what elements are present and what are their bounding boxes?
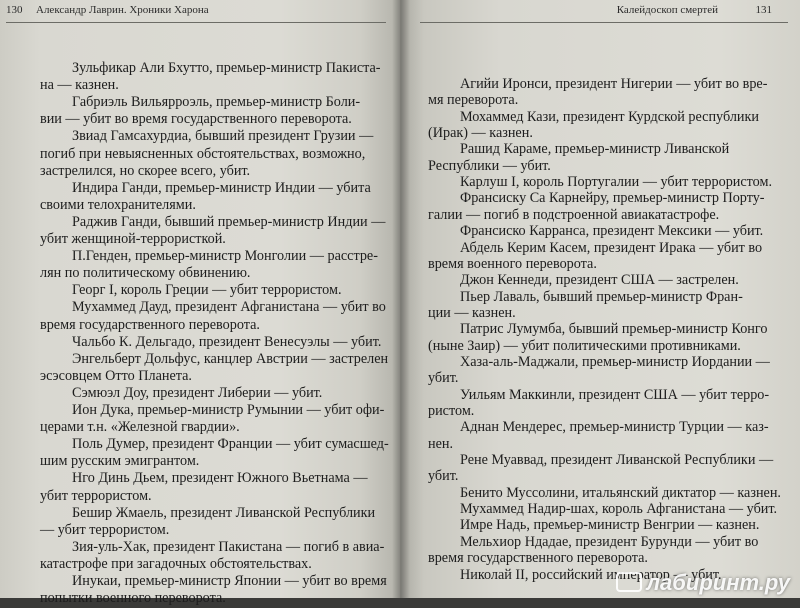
text-line: Габриэль Вильярроэль, премьер-министр Боли- — [72, 94, 361, 111]
text-line: Чальбо К. Дельгадо, президент Венесуэлы — убит. — [72, 333, 382, 350]
text-line: застрелился, но скорее всего, убит. — [40, 162, 251, 179]
text-line: Энгельберт Дольфус, канцлер Австрии — застрелен — [72, 350, 389, 367]
text-line: Индира Ганди, премьер-министр Индии — убита — [72, 179, 371, 196]
text-line: Мухаммед Надир-шах, король Афганистана — убит. — [460, 501, 778, 518]
right-header-rule — [420, 22, 788, 23]
text-line: Республики — убит. — [428, 157, 551, 174]
text-line: убит террористом. — [40, 487, 152, 504]
text-line: на — казнен. — [40, 77, 119, 94]
watermark — [616, 570, 790, 596]
text-line: убит женщиной-террористкой. — [40, 231, 226, 247]
text-line: убит. — [428, 370, 459, 387]
text-line: церами т.н. «Железной гвардии». — [40, 419, 240, 436]
text-line: Абдель Керим Касем, президент Ирака — убит во — [460, 239, 763, 256]
labirint-logo-icon — [616, 572, 642, 592]
text-line: время государственного переворота. — [40, 316, 260, 333]
text-line: (Ирак) — казнен. — [428, 125, 533, 142]
text-line: ристом. — [428, 403, 475, 419]
text-line: катастрофе при загадочных обстоятельствах. — [40, 555, 312, 572]
watermark-text: лабиринт.ру — [646, 570, 790, 595]
text-line: нен. — [428, 435, 454, 452]
text-line: Звиад Гамсахурдиа, бывший президент Грузии — — [72, 128, 374, 145]
text-line: лян по политическому обвинению. — [40, 265, 251, 282]
text-line: Франсиску Са Карнейру, премьер-министр Порту- — [460, 190, 765, 207]
right-page-number: 131 — [755, 4, 772, 16]
text-line: Зульфикар Али Бхутто, премьер-министр Пакиста- — [72, 60, 381, 76]
right-running-head: Калейдоскоп смертей — [616, 4, 718, 16]
text-line: Бешир Жмаель, президент Ливанской Республики — [72, 504, 376, 521]
text-line: Имре Надь, премьер-министр Венгрии — казнен. — [460, 517, 760, 534]
text-line: Мухаммед Дауд, президент Афганистана — убит во — [72, 299, 386, 316]
text-line: Патрис Лумумба, бывший премьер-министр Конго — [460, 321, 768, 338]
text-line: мя переворота. — [428, 92, 519, 109]
text-line: (ныне Заир) — убит политическими противниками. — [428, 337, 741, 354]
text-line: Рене Муаввад, президент Ливанской Республики — — [460, 452, 774, 469]
text-line: своими телохранителями. — [40, 196, 196, 213]
text-line: Николай II, российский император — убит. — [460, 566, 722, 583]
text-line: убит. — [428, 468, 459, 485]
text-line: Карлуш I, король Португалии — убит террористом. — [460, 174, 773, 191]
text-line: галии — погиб в подстроенной авиакатастрофе. — [428, 206, 720, 223]
text-line: попытки военного переворота. — [40, 590, 226, 607]
left-running-head: Александр Лаврин. Хроники Харона — [36, 4, 209, 16]
text-line: Мельхиор Ндадае, президент Бурунди — убит во — [460, 533, 759, 550]
text-line: Джон Кеннеди, президент США — застрелен. — [460, 272, 739, 289]
text-line: Инукаи, премьер-министр Японии — убит во время — [72, 573, 387, 589]
text-line: — убит террористом. — [40, 521, 170, 538]
left-page — [0, 0, 400, 607]
text-line: Агийи Иронси, президент Нигерии — убит во вре- — [460, 76, 768, 92]
text-line: Уильям Маккинли, президент США — убит терро- — [460, 386, 770, 403]
left-header-rule — [6, 22, 386, 23]
text-line: Сэмюэл Доу, президент Либерии — убит. — [72, 384, 323, 401]
text-line: Пьер Лаваль, бывший премьер-министр Фран- — [460, 288, 743, 305]
text-line: Аднан Мендерес, премьер-министр Турции — каз- — [460, 419, 769, 436]
left-page-number: 130 — [6, 4, 23, 16]
text-line: время военного переворота. — [428, 255, 597, 272]
text-line: Нго Динь Дьем, президент Южного Вьетнама — — [72, 470, 368, 487]
text-line: Ион Дука, премьер-министр Румынии — убит офи- — [72, 402, 385, 418]
text-line: шим русским эмигрантом. — [40, 453, 200, 470]
text-line: Георг I, король Греции — убит террористом. — [72, 282, 342, 299]
text-line: Рашид Караме, премьер-министр Ливанской — [460, 141, 730, 158]
text-line: Хаза-аль-Маджали, премьер-министр Иордании — — [460, 353, 770, 370]
text-line: Раджив Ганди, бывший премьер-министр Индии — — [72, 213, 386, 230]
text-line: Зия-уль-Хак, президент Пакистана — погиб в авиа- — [72, 538, 385, 555]
text-line: Бенито Муссолини, итальянский диктатор — казнен. — [460, 484, 781, 501]
text-line: погиб при невыясненных обстоятельствах, возможно, — [40, 145, 366, 162]
text-line: П.Генден, премьер-министр Монголии — расстре- — [72, 248, 378, 265]
right-page — [400, 0, 800, 598]
text-line: эсэсовцем Отто Планета. — [40, 367, 192, 384]
text-line: Мохаммед Кази, президент Курдской республики — [460, 108, 759, 125]
text-line: вии — убит во время государственного переворота. — [40, 111, 352, 128]
text-line: Франсиско Карранса, президент Мексики — убит. — [460, 223, 764, 240]
book-gutter-shadow — [392, 0, 410, 598]
text-line: время государственного переворота. — [428, 550, 648, 567]
text-line: Поль Думер, президент Франции — убит сумасшед- — [72, 436, 389, 453]
text-line: ции — казнен. — [428, 304, 516, 321]
